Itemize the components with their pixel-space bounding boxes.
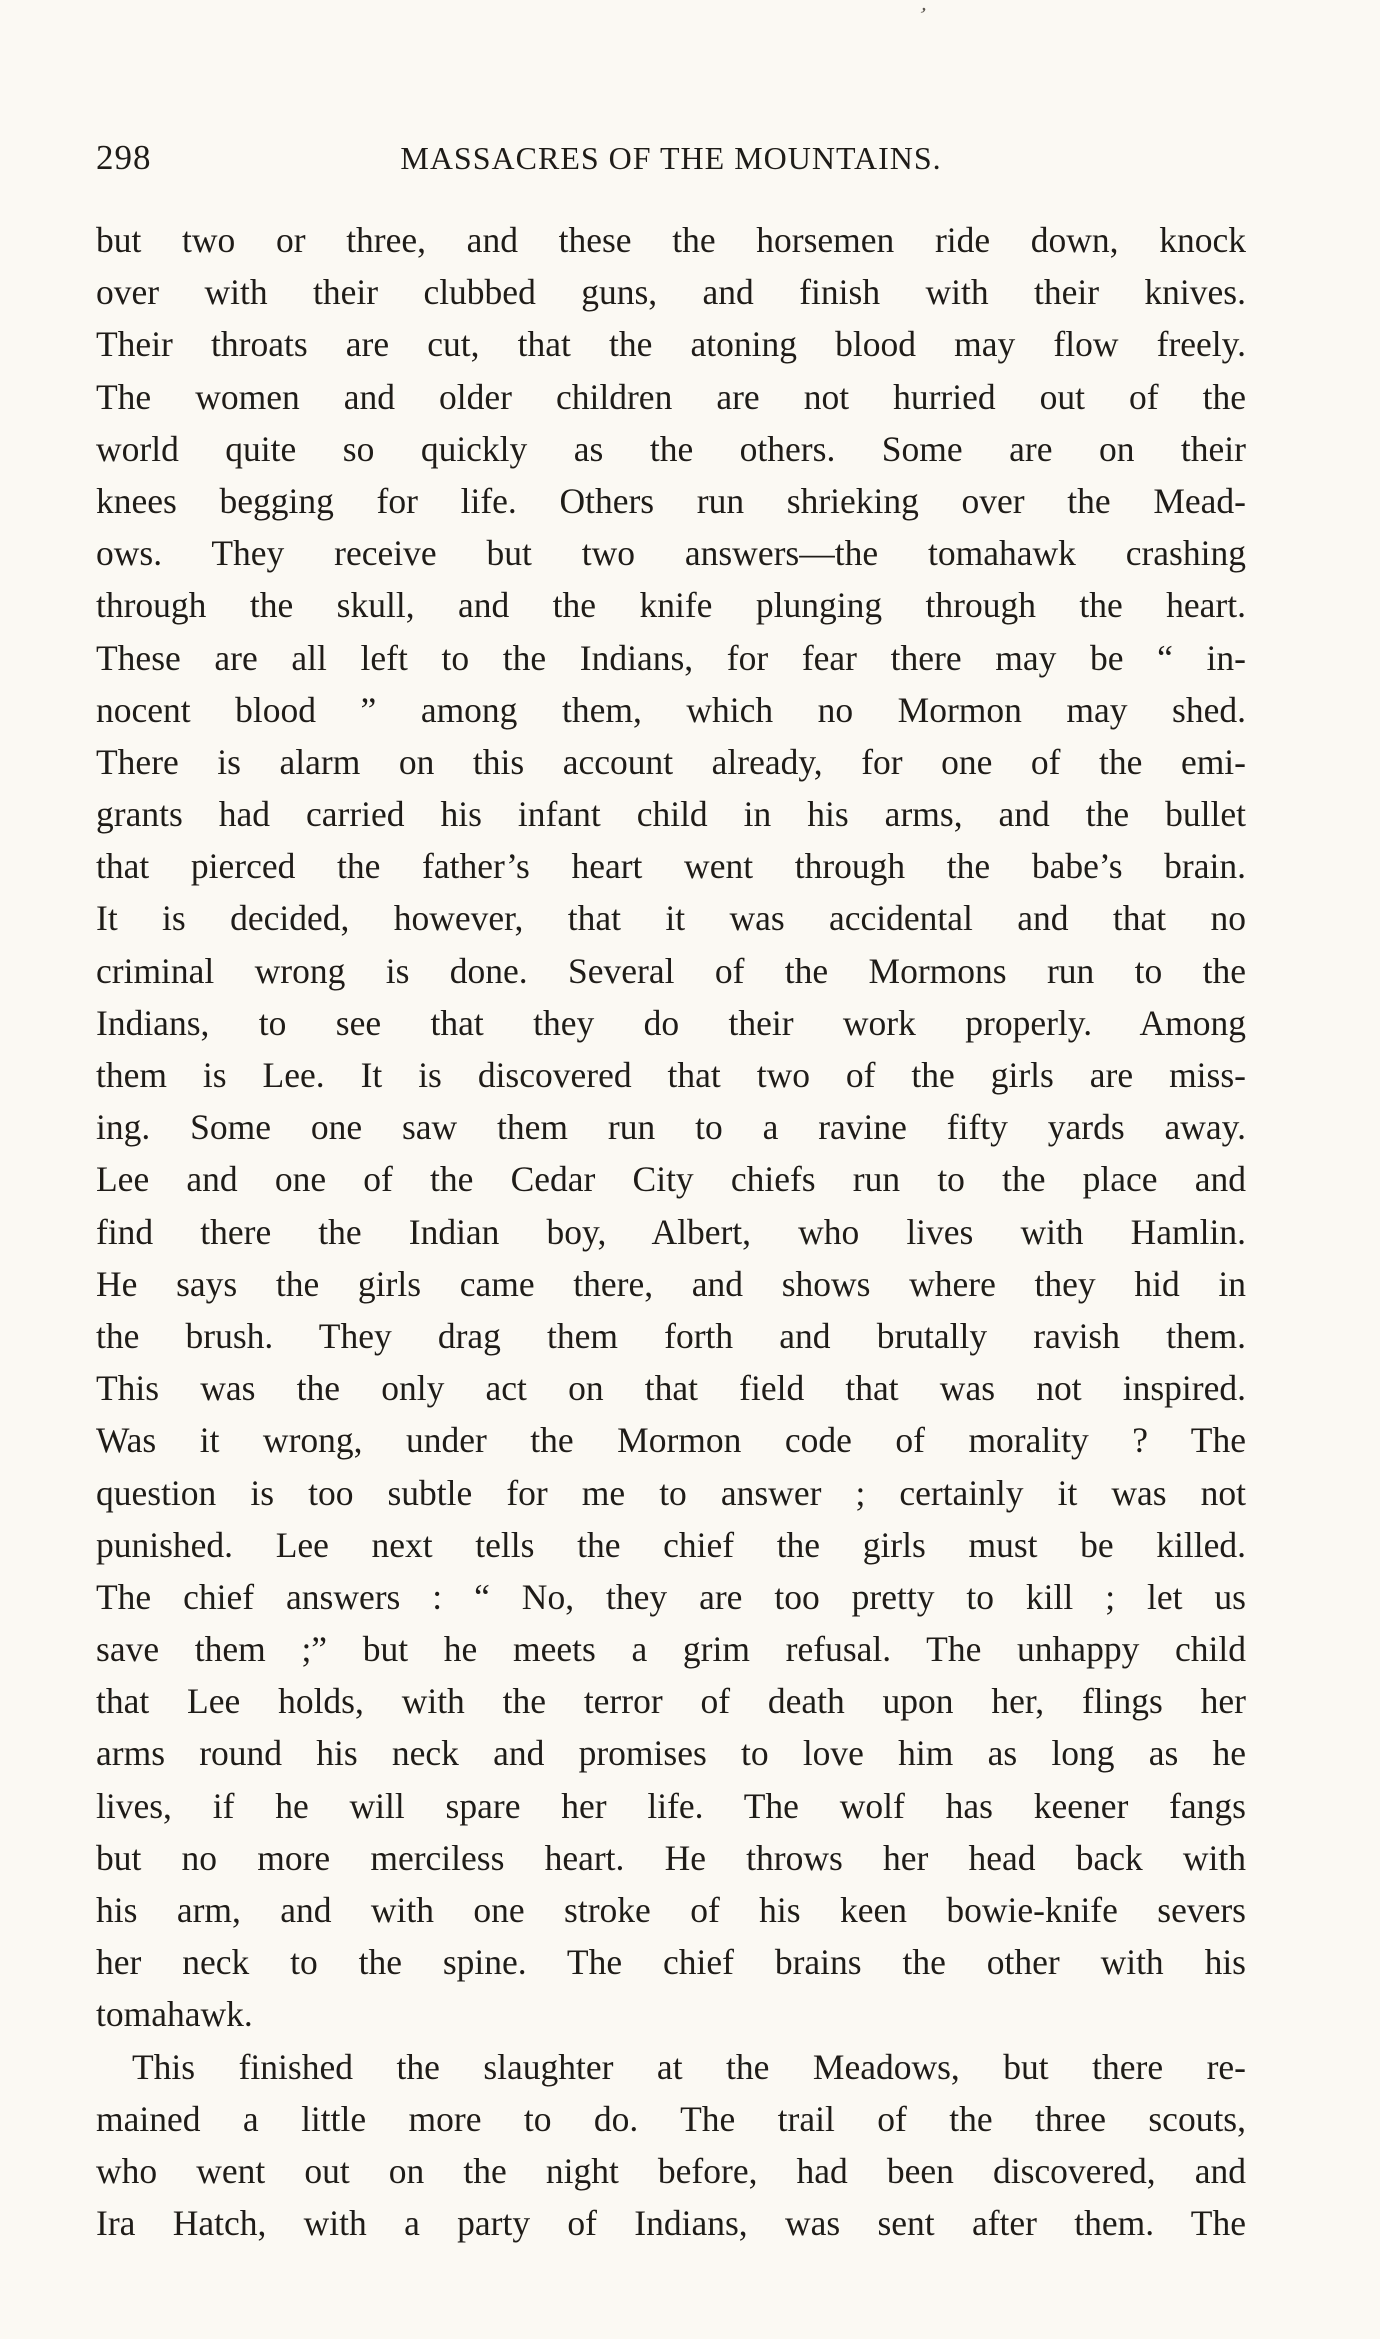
text-line: that pierced the father’s heart went through the babe’s brain. [96,846,1246,887]
body-text [96,214,1246,2249]
paragraph-end-line: tomahawk. [96,1994,253,2035]
ink-mark: ’ [914,1,930,28]
page-header [96,138,1246,182]
text-line: These are all left to the Indians, for fear there may be “ in- [96,637,1246,678]
text-line: question is too subtle for me to answer ; certainly it was not [96,1472,1246,1513]
text-line: Indians, to see that they do their work properly. Among [96,1002,1246,1043]
running-head: MASSACRES OF THE MOUNTAINS. [400,140,942,176]
text-line: criminal wrong is done. Several of the Mormons run to the [96,950,1246,991]
text-line: mained a little more to do. The trail of the three scouts, [96,2098,1246,2139]
text-line: the brush. They drag them forth and brutally ravish them. [96,1315,1246,1356]
page-number: 298 [96,138,152,177]
text-line: her neck to the spine. The chief brains the other with his [96,1942,1246,1983]
text-line: through the skull, and the knife plunging through the heart. [96,585,1246,626]
text-line: Ira Hatch, with a party of Indians, was sent after them. The [96,2203,1246,2244]
text-line: lives, if he will spare her life. The wolf has keener fangs [96,1785,1246,1826]
text-line: knees begging for life. Others run shrieking over the Mead- [96,480,1246,521]
text-line: The chief answers : “ No, they are too pretty to kill ; let us [96,1576,1246,1617]
text-line: that Lee holds, with the terror of death upon her, flings her [96,1681,1246,1722]
text-line: arms round his neck and promises to love him as long as he [96,1733,1246,1774]
text-line: but no more merciless heart. He throws her head back with [96,1837,1246,1878]
text-line: save them ;” but he meets a grim refusal. The unhappy child [96,1629,1246,1670]
text-line: ows. They receive but two answers—the tomahawk crashing [96,533,1246,574]
text-line: over with their clubbed guns, and finish with their knives. [96,272,1246,313]
text-line: ing. Some one saw them run to a ravine fifty yards away. [96,1107,1246,1148]
text-line: his arm, and with one stroke of his keen bowie-knife severs [96,1890,1246,1930]
text-line: nocent blood ” among them, which no Mormon may shed. [96,689,1246,730]
text-line: Lee and one of the Cedar City chiefs run to the place and [96,1159,1246,1200]
text-line: Their throats are cut, that the atoning blood may flow freely. [96,324,1246,365]
text-line: but two or three, and these the horsemen ride down, knock [96,220,1246,260]
text-line: The women and older children are not hurried out of the [96,376,1246,417]
text-line: grants had carried his infant child in his arms, and the bullet [96,794,1246,835]
text-line: It is decided, however, that it was accidental and that no [96,898,1246,939]
text-line: them is Lee. It is discovered that two of the girls are miss- [96,1055,1246,1095]
paragraph-start-line: This finished the slaughter at the Meadows, but there re- [132,2046,1246,2087]
text-line: This was the only act on that field that was not inspired. [96,1368,1246,1409]
text-line: He says the girls came there, and shows where they hid in [96,1263,1246,1304]
text-line: world quite so quickly as the others. Some are on their [96,428,1246,469]
text-line: Was it wrong, under the Mormon code of morality ? The [96,1420,1246,1461]
text-line: punished. Lee next tells the chief the girls must be killed. [96,1524,1246,1565]
text-line: find there the Indian boy, Albert, who lives with Hamlin. [96,1211,1246,1252]
text-line: who went out on the night before, had been discovered, and [96,2150,1246,2191]
text-line: There is alarm on this account already, for one of the emi- [96,741,1246,782]
